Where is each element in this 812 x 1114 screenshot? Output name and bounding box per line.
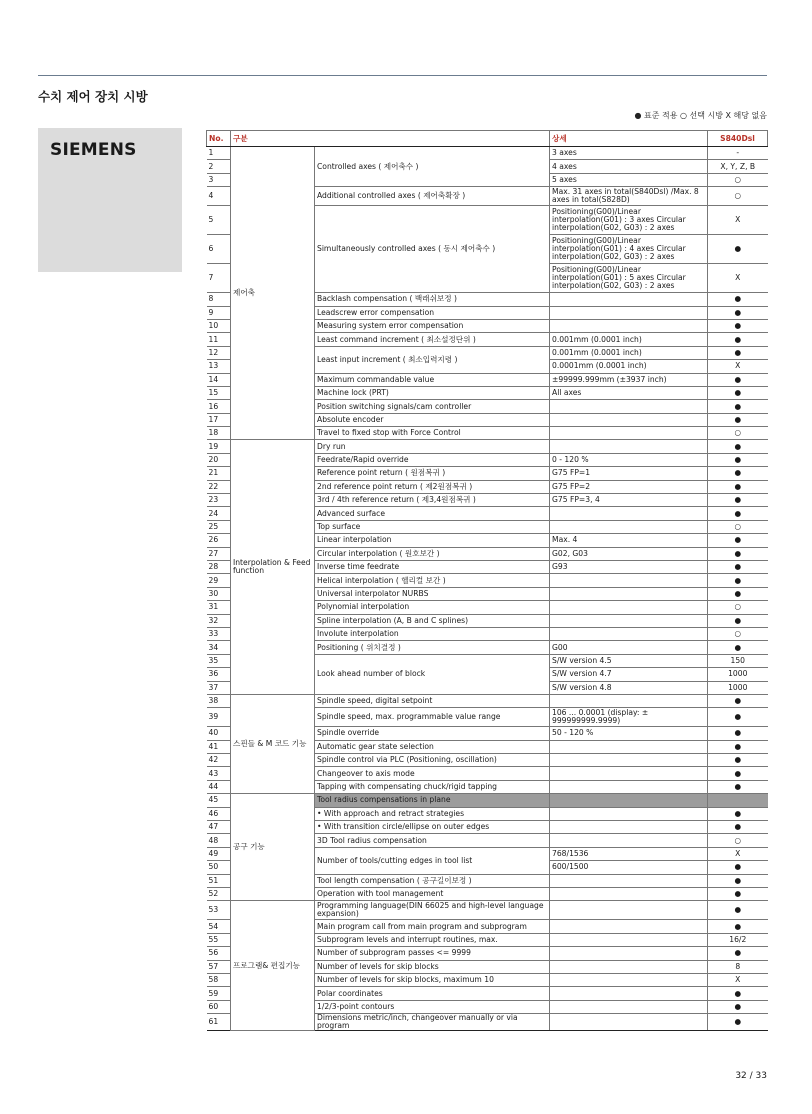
row-number: 4 — [207, 187, 231, 206]
row-number: 10 — [207, 319, 231, 332]
model-support-cell: ● — [708, 861, 768, 874]
item-label: Circular interpolation ( 원호보간 ) — [315, 547, 550, 560]
item-label: Number of levels for skip blocks, maximum 10 — [315, 973, 550, 986]
item-label: Reference point return ( 원점복귀 ) — [315, 467, 550, 480]
row-number: 59 — [207, 987, 231, 1000]
row-number: 23 — [207, 494, 231, 507]
table-row — [207, 794, 768, 807]
model-support-cell: ○ — [708, 520, 768, 533]
model-support-cell: ● — [708, 587, 768, 600]
detail-cell — [550, 601, 708, 614]
detail-cell — [550, 780, 708, 793]
detail-cell: 0.001mm (0.0001 inch) — [550, 333, 708, 346]
detail-cell — [550, 794, 708, 807]
item-label: Least command increment ( 최소설정단위 ) — [315, 333, 550, 346]
detail-cell: G75 FP=2 — [550, 480, 708, 493]
item-label: Changeover to axis mode — [315, 767, 550, 780]
header-model: S840Dsl — [708, 131, 768, 147]
model-support-cell: ● — [708, 413, 768, 426]
row-number: 44 — [207, 780, 231, 793]
item-label: Simultaneously controlled axes ( 동시 제어축수 ) — [315, 206, 550, 293]
detail-cell — [550, 614, 708, 627]
row-number: 43 — [207, 767, 231, 780]
row-number: 8 — [207, 293, 231, 306]
row-number: 26 — [207, 534, 231, 547]
item-label: Inverse time feedrate — [315, 560, 550, 573]
detail-cell: 50 - 120 % — [550, 727, 708, 740]
model-support-cell: ● — [708, 346, 768, 359]
model-support-cell: ● — [708, 920, 768, 933]
detail-cell: 106 ... 0.0001 (display: ± 999999999.9999) — [550, 708, 708, 727]
model-support-cell: ○ — [708, 601, 768, 614]
model-support-cell: ● — [708, 767, 768, 780]
row-number: 30 — [207, 587, 231, 600]
row-number: 46 — [207, 807, 231, 820]
row-number: 29 — [207, 574, 231, 587]
model-support-cell: ● — [708, 1014, 768, 1031]
category-label: Interpolation & Feed function — [231, 440, 315, 694]
row-number: 56 — [207, 947, 231, 960]
row-number: 31 — [207, 601, 231, 614]
detail-cell — [550, 520, 708, 533]
header-category: 구분 — [231, 131, 550, 147]
detail-cell — [550, 920, 708, 933]
model-support-cell: ● — [708, 453, 768, 466]
item-label: Backlash compensation ( 백래쉬보정 ) — [315, 293, 550, 306]
model-support-cell: ● — [708, 740, 768, 753]
row-number: 61 — [207, 1014, 231, 1031]
model-support-cell: ● — [708, 754, 768, 767]
item-label: Polynomial interpolation — [315, 601, 550, 614]
detail-cell: Positioning(G00)/Linear interpolation(G01) : 3 axes Circular interpolation(G02, G03) : 2 axes — [550, 206, 708, 235]
detail-cell — [550, 754, 708, 767]
detail-cell: G75 FP=3, 4 — [550, 494, 708, 507]
model-support-cell: ● — [708, 507, 768, 520]
model-support-cell: ● — [708, 780, 768, 793]
model-support-cell: ○ — [708, 627, 768, 640]
item-label: Controlled axes ( 제어축수 ) — [315, 147, 550, 187]
detail-cell: 0 - 120 % — [550, 453, 708, 466]
item-label: Subprogram levels and interrupt routines, max. — [315, 933, 550, 946]
item-label: Helical interpolation ( 헬리컬 보간 ) — [315, 574, 550, 587]
detail-cell — [550, 413, 708, 426]
model-support-cell: - — [708, 147, 768, 160]
detail-cell — [550, 574, 708, 587]
item-label: • With transition circle/ellipse on outer edges — [315, 821, 550, 834]
model-support-cell: ● — [708, 641, 768, 654]
row-number: 55 — [207, 933, 231, 946]
model-support-cell: X — [708, 360, 768, 373]
model-support-cell: ● — [708, 440, 768, 453]
detail-cell: All axes — [550, 386, 708, 399]
row-number: 54 — [207, 920, 231, 933]
row-number: 47 — [207, 821, 231, 834]
row-number: 27 — [207, 547, 231, 560]
model-support-cell: ● — [708, 467, 768, 480]
item-label: 1/2/3-point contours — [315, 1000, 550, 1013]
row-number: 1 — [207, 147, 231, 160]
detail-cell — [550, 973, 708, 986]
model-support-cell: ○ — [708, 173, 768, 186]
page-number: 32 / 33 — [735, 1071, 767, 1081]
row-number: 11 — [207, 333, 231, 346]
row-number: 17 — [207, 413, 231, 426]
row-number: 35 — [207, 654, 231, 667]
detail-cell — [550, 807, 708, 820]
item-label: Measuring system error compensation — [315, 319, 550, 332]
table-header-row — [207, 131, 768, 147]
item-label: Polar coordinates — [315, 987, 550, 1000]
row-number: 52 — [207, 887, 231, 900]
row-number: 6 — [207, 235, 231, 264]
detail-cell — [550, 694, 708, 707]
item-label: Number of tools/cutting edges in tool list — [315, 847, 550, 874]
row-number: 33 — [207, 627, 231, 640]
detail-cell — [550, 740, 708, 753]
item-label: Additional controlled axes ( 제어축확장 ) — [315, 187, 550, 206]
brand-name: SIEMENS — [50, 140, 137, 160]
model-support-cell: ● — [708, 547, 768, 560]
model-support-cell: X — [708, 264, 768, 293]
item-label: Programming language(DIN 66025 and high-level language expansion) — [315, 901, 550, 920]
model-support-cell: ● — [708, 874, 768, 887]
detail-cell: 0.001mm (0.0001 inch) — [550, 346, 708, 359]
model-support-cell: 1000 — [708, 668, 768, 681]
item-label: Travel to fixed stop with Force Control — [315, 427, 550, 440]
detail-cell: S/W version 4.5 — [550, 654, 708, 667]
row-number: 37 — [207, 681, 231, 694]
row-number: 28 — [207, 560, 231, 573]
row-number: 2 — [207, 160, 231, 173]
item-label: Main program call from main program and subprogram — [315, 920, 550, 933]
row-number: 19 — [207, 440, 231, 453]
model-support-cell: 8 — [708, 960, 768, 973]
detail-cell: G93 — [550, 560, 708, 573]
row-number: 3 — [207, 173, 231, 186]
detail-cell: ±99999.999mm (±3937 inch) — [550, 373, 708, 386]
row-number: 12 — [207, 346, 231, 359]
model-support-cell: ● — [708, 480, 768, 493]
row-number: 60 — [207, 1000, 231, 1013]
detail-cell — [550, 887, 708, 900]
model-support-cell: ● — [708, 560, 768, 573]
row-number: 16 — [207, 400, 231, 413]
detail-cell — [550, 627, 708, 640]
detail-cell — [550, 874, 708, 887]
item-label: Absolute encoder — [315, 413, 550, 426]
item-label: Automatic gear state selection — [315, 740, 550, 753]
model-support-cell: ● — [708, 574, 768, 587]
item-label: Spindle override — [315, 727, 550, 740]
model-support-cell: 1000 — [708, 681, 768, 694]
item-label: Spindle speed, max. programmable value range — [315, 708, 550, 727]
model-support-cell: ● — [708, 821, 768, 834]
detail-cell — [550, 440, 708, 453]
item-label: 3D Tool radius compensation — [315, 834, 550, 847]
row-number: 42 — [207, 754, 231, 767]
item-label: Top surface — [315, 520, 550, 533]
detail-cell — [550, 960, 708, 973]
detail-cell: Max. 31 axes in total(S840Dsl) /Max. 8 axes in total(S828D) — [550, 187, 708, 206]
item-label: Maximum commandable value — [315, 373, 550, 386]
detail-cell — [550, 821, 708, 834]
category-label: 스핀들 & M 코드 기능 — [231, 694, 315, 793]
row-number: 48 — [207, 834, 231, 847]
page-title: 수치 제어 장치 시방 — [38, 89, 148, 104]
model-support-cell: ● — [708, 887, 768, 900]
detail-cell: G02, G03 — [550, 547, 708, 560]
item-label: Positioning ( 위치결정 ) — [315, 641, 550, 654]
item-label: Dimensions metric/inch, changeover manually or via program — [315, 1014, 550, 1031]
item-label: Dry run — [315, 440, 550, 453]
detail-cell: 600/1500 — [550, 861, 708, 874]
model-support-cell: ● — [708, 987, 768, 1000]
detail-cell — [550, 427, 708, 440]
detail-cell — [550, 987, 708, 1000]
row-number: 41 — [207, 740, 231, 753]
model-support-cell: ● — [708, 494, 768, 507]
table-row — [207, 901, 768, 920]
row-number: 32 — [207, 614, 231, 627]
model-support-cell: ● — [708, 373, 768, 386]
model-support-cell: ● — [708, 386, 768, 399]
model-support-cell: ○ — [708, 187, 768, 206]
item-label: Tapping with compensating chuck/rigid tapping — [315, 780, 550, 793]
detail-cell: G00 — [550, 641, 708, 654]
table-row — [207, 440, 768, 453]
row-number: 40 — [207, 727, 231, 740]
item-label: Least input increment ( 최소입력지령 ) — [315, 346, 550, 373]
spec-table — [206, 130, 768, 1031]
model-support-cell: ○ — [708, 427, 768, 440]
row-number: 57 — [207, 960, 231, 973]
item-label: Advanced surface — [315, 507, 550, 520]
legend: ● 표준 적용 ○ 선택 시방 X 해당 없음 — [634, 111, 767, 120]
model-support-cell: ● — [708, 807, 768, 820]
row-number: 45 — [207, 794, 231, 807]
model-support-cell: X — [708, 206, 768, 235]
detail-cell: Max. 4 — [550, 534, 708, 547]
detail-cell: S/W version 4.8 — [550, 681, 708, 694]
row-number: 36 — [207, 668, 231, 681]
detail-cell — [550, 507, 708, 520]
row-number: 50 — [207, 861, 231, 874]
detail-cell: 4 axes — [550, 160, 708, 173]
detail-cell — [550, 1014, 708, 1031]
row-number: 24 — [207, 507, 231, 520]
model-support-cell: X, Y, Z, B — [708, 160, 768, 173]
detail-cell — [550, 1000, 708, 1013]
detail-cell — [550, 319, 708, 332]
item-label: Number of levels for skip blocks — [315, 960, 550, 973]
model-support-cell: ● — [708, 400, 768, 413]
model-support-cell: ● — [708, 235, 768, 264]
row-number: 58 — [207, 973, 231, 986]
item-label: Tool radius compensations in plane — [315, 794, 550, 807]
model-support-cell: ● — [708, 293, 768, 306]
model-support-cell: ● — [708, 614, 768, 627]
row-number: 20 — [207, 453, 231, 466]
detail-cell: 3 axes — [550, 147, 708, 160]
detail-cell — [550, 306, 708, 319]
row-number: 14 — [207, 373, 231, 386]
detail-cell — [550, 834, 708, 847]
item-label: Spline interpolation (A, B and C splines) — [315, 614, 550, 627]
model-support-cell: ● — [708, 947, 768, 960]
item-label: Machine lock (PRT) — [315, 386, 550, 399]
detail-cell: 5 axes — [550, 173, 708, 186]
model-support-cell: 150 — [708, 654, 768, 667]
item-label: Position switching signals/cam controller — [315, 400, 550, 413]
item-label: Number of subprogram passes <= 9999 — [315, 947, 550, 960]
category-label: 제어축 — [231, 147, 315, 440]
table-row — [207, 147, 768, 160]
row-number: 49 — [207, 847, 231, 860]
row-number: 5 — [207, 206, 231, 235]
detail-cell — [550, 400, 708, 413]
model-support-cell — [708, 794, 768, 807]
detail-cell — [550, 767, 708, 780]
detail-cell: G75 FP=1 — [550, 467, 708, 480]
item-label: Look ahead number of block — [315, 654, 550, 694]
model-support-cell: ● — [708, 708, 768, 727]
row-number: 51 — [207, 874, 231, 887]
detail-cell — [550, 587, 708, 600]
category-label: 공구 기능 — [231, 794, 315, 901]
detail-cell: 0.0001mm (0.0001 inch) — [550, 360, 708, 373]
model-support-cell: ● — [708, 1000, 768, 1013]
row-number: 18 — [207, 427, 231, 440]
item-label: Spindle speed, digital setpoint — [315, 694, 550, 707]
detail-cell — [550, 293, 708, 306]
table-row — [207, 694, 768, 707]
item-label: Feedrate/Rapid override — [315, 453, 550, 466]
row-number: 13 — [207, 360, 231, 373]
row-number: 53 — [207, 901, 231, 920]
item-label: 2nd reference point return ( 제2원점복귀 ) — [315, 480, 550, 493]
row-number: 7 — [207, 264, 231, 293]
item-label: Universal interpolator NURBS — [315, 587, 550, 600]
detail-cell — [550, 947, 708, 960]
model-support-cell: X — [708, 847, 768, 860]
model-support-cell: ○ — [708, 834, 768, 847]
item-label: Tool length compensation ( 공구길이보정 ) — [315, 874, 550, 887]
detail-cell: S/W version 4.7 — [550, 668, 708, 681]
detail-cell: 768/1536 — [550, 847, 708, 860]
item-label: Leadscrew error compensation — [315, 306, 550, 319]
detail-cell — [550, 933, 708, 946]
model-support-cell: X — [708, 973, 768, 986]
brand-box — [38, 128, 182, 272]
row-number: 39 — [207, 708, 231, 727]
item-label: 3rd / 4th reference return ( 제3,4원점복귀 ) — [315, 494, 550, 507]
row-number: 22 — [207, 480, 231, 493]
row-number: 21 — [207, 467, 231, 480]
item-label: Operation with tool management — [315, 887, 550, 900]
item-label: Involute interpolation — [315, 627, 550, 640]
model-support-cell: 16/2 — [708, 933, 768, 946]
model-support-cell: ● — [708, 727, 768, 740]
spec-table-body — [207, 147, 768, 1031]
row-number: 38 — [207, 694, 231, 707]
row-number: 15 — [207, 386, 231, 399]
detail-cell: Positioning(G00)/Linear interpolation(G01) : 4 axes Circular interpolation(G02, G03) : 2 axes — [550, 235, 708, 264]
item-label: Spindle control via PLC (Positioning, oscillation) — [315, 754, 550, 767]
row-number: 9 — [207, 306, 231, 319]
model-support-cell: ● — [708, 306, 768, 319]
model-support-cell: ● — [708, 901, 768, 920]
model-support-cell: ● — [708, 319, 768, 332]
detail-cell: Positioning(G00)/Linear interpolation(G01) : 5 axes Circular interpolation(G02, G03) : 2 axes — [550, 264, 708, 293]
model-support-cell: ● — [708, 333, 768, 346]
row-number: 25 — [207, 520, 231, 533]
item-label: Linear interpolation — [315, 534, 550, 547]
row-number: 34 — [207, 641, 231, 654]
model-support-cell: ● — [708, 694, 768, 707]
header-detail: 상세 — [550, 131, 708, 147]
category-label: 프로그램& 편집기능 — [231, 901, 315, 1031]
model-support-cell: ● — [708, 534, 768, 547]
detail-cell — [550, 901, 708, 920]
top-rule — [38, 75, 767, 76]
item-label: • With approach and retract strategies — [315, 807, 550, 820]
header-no: No. — [207, 131, 231, 147]
